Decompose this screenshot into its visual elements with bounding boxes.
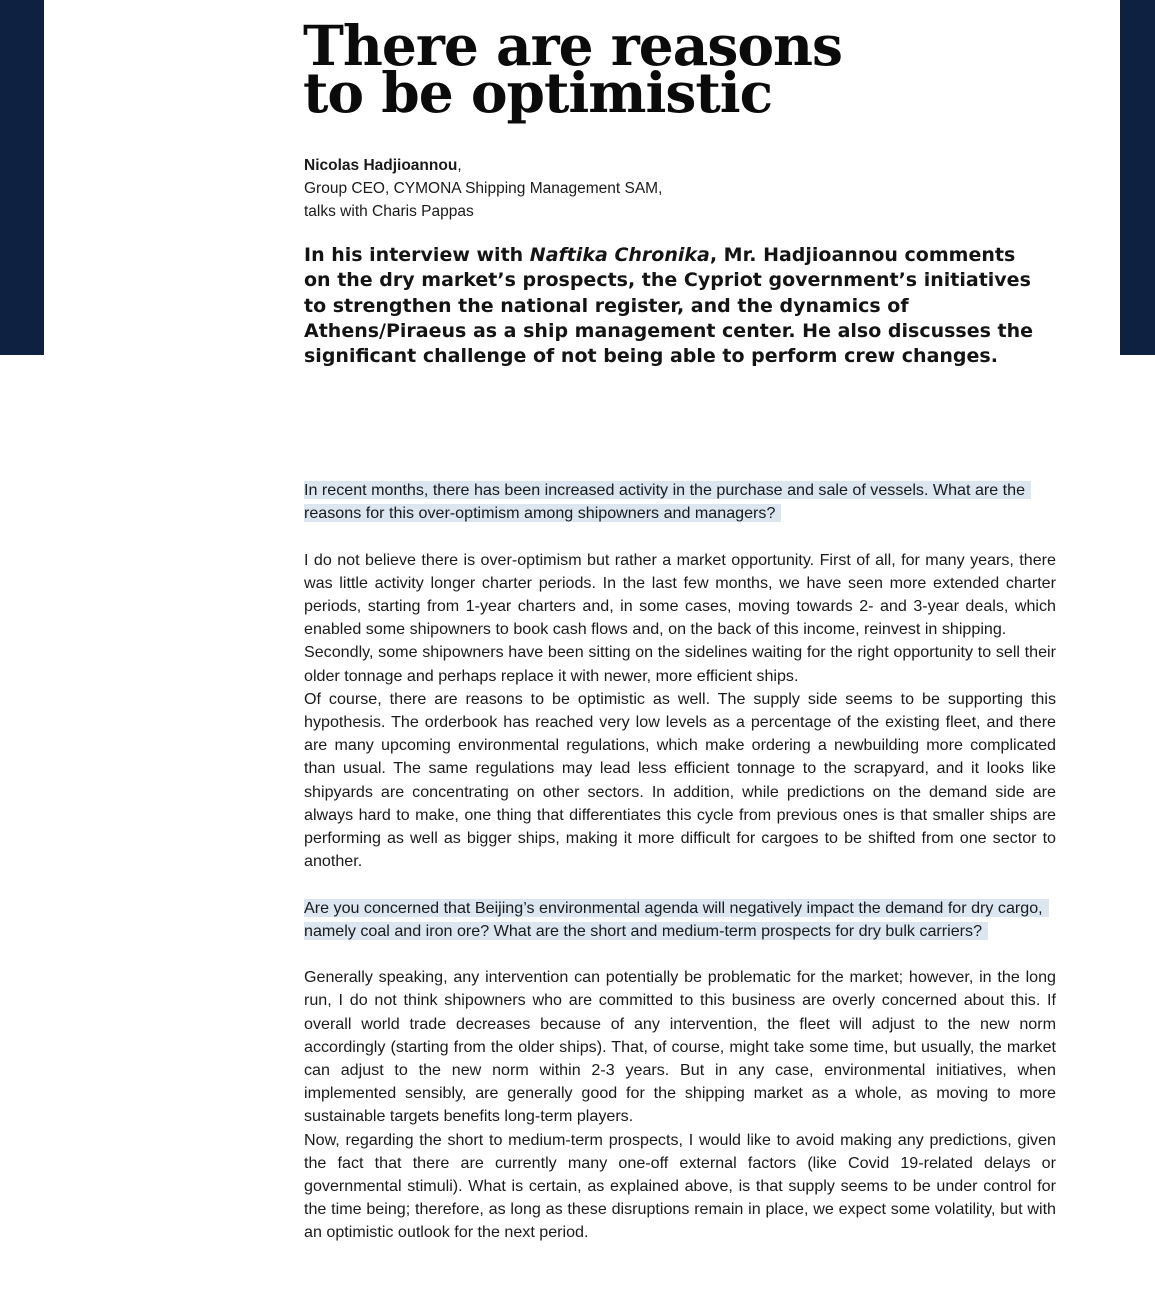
lede-prefix: In his interview with: [304, 244, 530, 266]
answer-2-paragraph-2: Now, regarding the short to medium-term prospects, I would like to avoid making any predictions, given the fact that there are currently many one-off external factors (like Covid 19-related delays or governmental stimuli). What is certain, as explained above, is that supply seems to be under control for the time being; therefore, as long as these disruptions remain in place, we expect some volatility, but with an optimistic outlook for the next period.: [304, 1130, 1056, 1242]
article-title: [303, 13, 1063, 125]
question-1: [304, 479, 1056, 525]
lede-publication: Naftika Chronika: [529, 244, 710, 266]
answer-2: [304, 966, 1056, 1244]
interview-body: [304, 479, 1056, 1268]
author-name: Nicolas Hadjioannou: [304, 157, 458, 174]
interviewer-credit: talks with Charis Pappas: [304, 203, 474, 220]
answer-1: [304, 549, 1056, 874]
answer-1-paragraph-3: Of course, there are reasons to be optimistic as well. The supply side seems to be supporting this hypothesis. The orderbook has reached very low levels as a percentage of the existing fleet, and there are many upcoming environmental regulations, which make ordering a newbuilding more complicated than usual. The same regulations may lead less efficient tonnage to the scrapyard, and it looks like shipyards are concentrating on other sectors. In addition, while predictions on the demand side are always hard to make, one thing that differentiates this cycle from previous ones is that smaller ships are performing as well as bigger ships, making it more difficult for cargoes to be shifted from one sector to another.: [304, 689, 1056, 871]
question-2: [304, 897, 1056, 943]
title-line-2: to be optimistic: [303, 60, 773, 125]
author-name-suffix: ,: [457, 157, 462, 174]
answer-1-paragraph-2: Secondly, some shipowners have been sitting on the sidelines waiting for the right opportunity to sell their older tonnage and perhaps replace it with newer, more efficient ships.: [304, 643, 1056, 685]
title-line-1: There are reasons: [303, 13, 842, 78]
lede-text: , Mr. Hadjioannou comments on the dry market’s prospects, the Cypriot government’s initiatives to strengthen the national register, and the dynamics of Athens/Piraeus as a ship management center. He also discusses the significant challenge of not being able to perform crew changes.: [304, 244, 1034, 368]
right-navy-bar: [1120, 0, 1155, 355]
byline: [304, 154, 1004, 223]
author-role: Group CEO, CYMONA Shipping Management SAM,: [304, 180, 663, 197]
byline-name-row: [304, 154, 1004, 177]
left-navy-bar: [0, 0, 44, 355]
answer-1-paragraph-1: I do not believe there is over-optimism but rather a market opportunity. First of all, for many years, there was little activity longer charter periods. In the last few months, we have seen more extended charter periods, starting from 1-year charters and, in some cases, moving towards 2- and 3-year deals, which enabled some shipowners to book cash flows and, on the back of this income, reinvest in shipping.: [304, 550, 1056, 639]
answer-2-paragraph-1: Generally speaking, any intervention can potentially be problematic for the market; however, in the long run, I do not think shipowners who are committed to this business are overly concerned about this. If overall world trade decreases because of any intervention, the fleet will adjust to the new norm accordingly (starting from the older ships). That, of course, might take some time, but usually, the market can adjust to the new norm within 2-3 years. But in any case, environmental initiatives, when implemented sensibly, are generally good for the shipping market as a whole, as moving to more sustainable targets benefits long-term players.: [304, 968, 1056, 1126]
lede-paragraph: [304, 243, 1044, 369]
question-2-text: Are you concerned that Beijing’s environmental agenda will negatively impact the demand for dry cargo, namely coal and iron ore? What are the short and medium-term prospects for dry bulk carriers?: [304, 899, 1049, 940]
question-1-text: In recent months, there has been increased activity in the purchase and sale of vessels. What are the reasons for this over-optimism among shipowners and managers?: [304, 481, 1031, 522]
